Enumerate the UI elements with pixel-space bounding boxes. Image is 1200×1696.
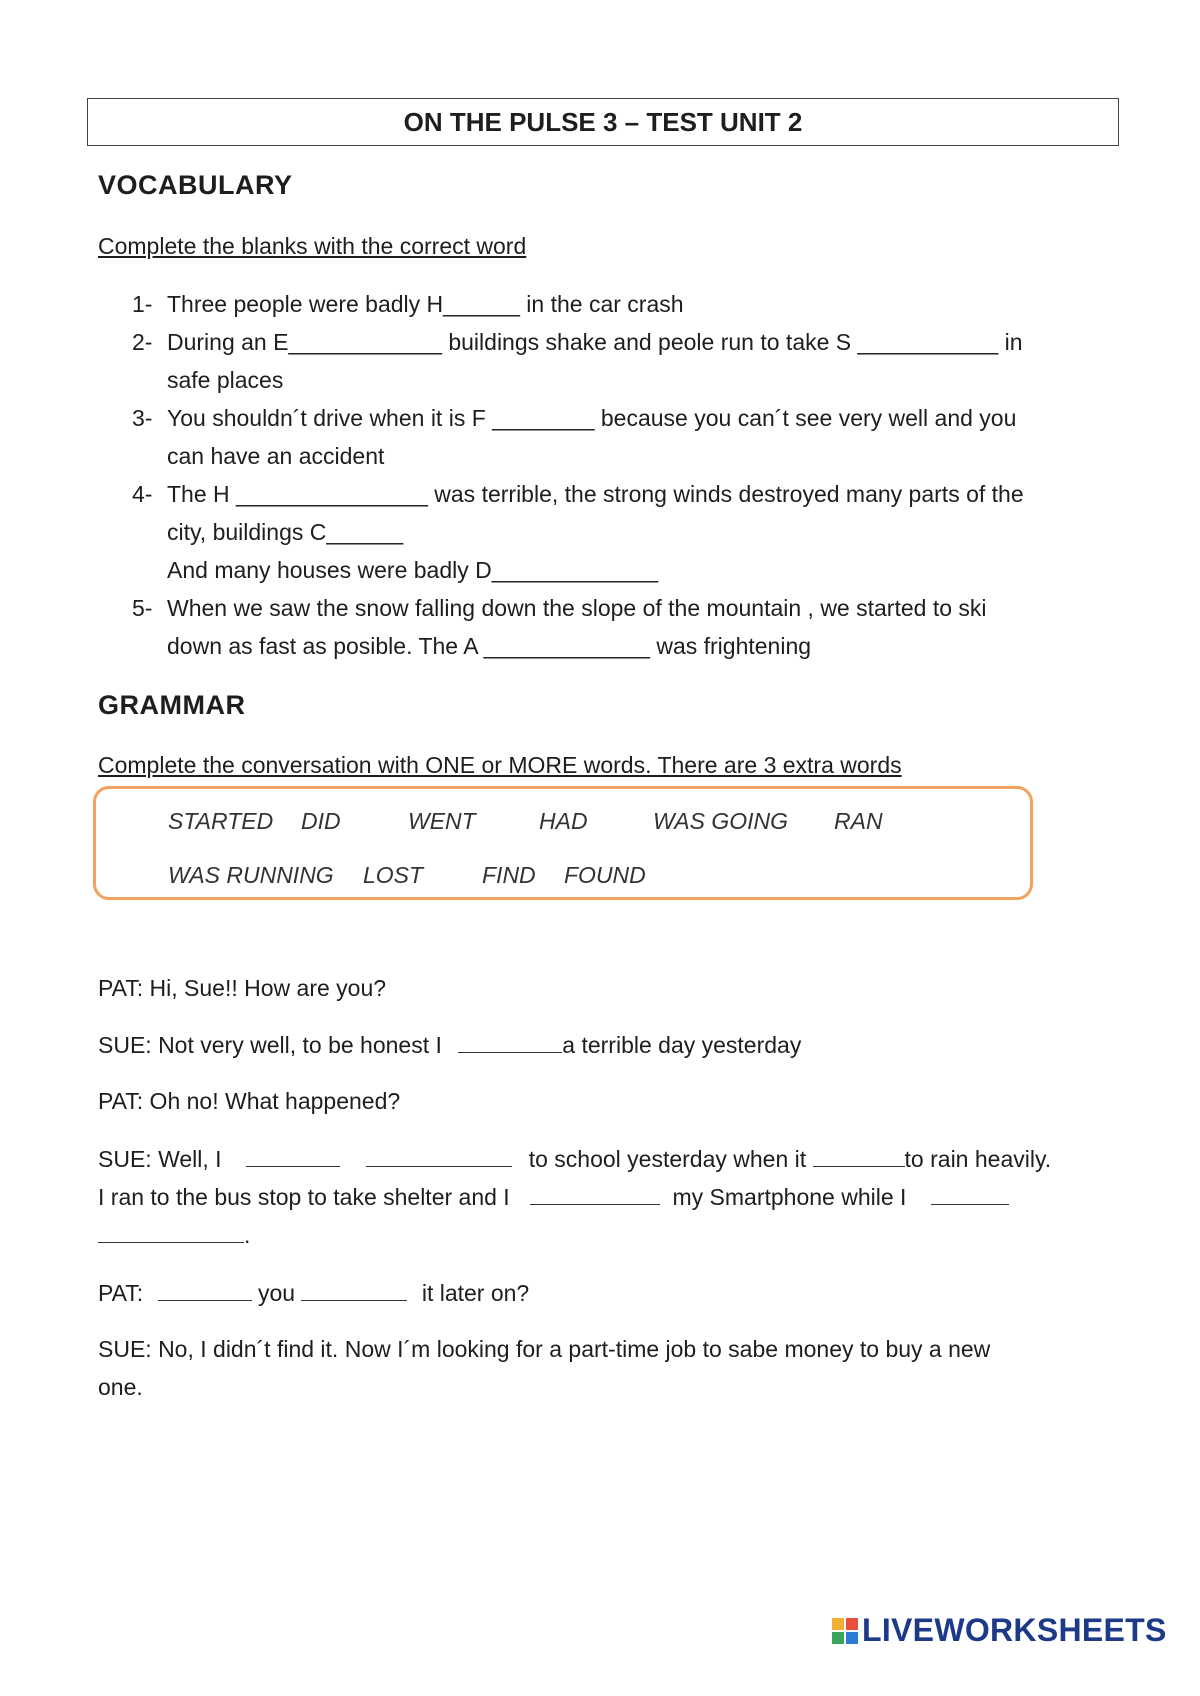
- logo-text: LIVEWORKSHEETS: [862, 1612, 1167, 1648]
- answer-blank[interactable]: [931, 1184, 1009, 1205]
- word-option: FOUND: [564, 862, 646, 888]
- answer-blank[interactable]: [98, 1222, 244, 1243]
- answer-blank[interactable]: [246, 1146, 340, 1167]
- word-option: LOST: [363, 862, 424, 888]
- word-option: FIND: [482, 862, 536, 888]
- word-option: STARTED: [168, 808, 274, 834]
- answer-blank[interactable]: [366, 1146, 512, 1167]
- answer-blank[interactable]: [530, 1184, 660, 1205]
- list-item: 2- During an E____________ buildings shake and peole run to take S ___________ in safe places: [132, 329, 1023, 393]
- word-option: WENT: [408, 808, 476, 834]
- answer-blank[interactable]: [813, 1146, 905, 1167]
- dialogue-line: PAT: you it later on?: [98, 1280, 530, 1306]
- list-item: 1- Three people were badly H______ in the car crash: [132, 291, 684, 317]
- word-option: DID: [301, 808, 341, 834]
- logo-square: [832, 1618, 844, 1630]
- dialogue-line: .: [98, 1222, 250, 1249]
- list-item: 4- The H _______________ was terrible, the strong winds destroyed many parts of the city, buildings C______ And many houses were badly D_____________: [132, 481, 1024, 583]
- vocabulary-instruction: Complete the blanks with the correct word: [98, 233, 527, 259]
- logo-squares-icon: [832, 1618, 858, 1644]
- dialogue-line: SUE: Not very well, to be honest I a terrible day yesterday: [98, 1032, 802, 1058]
- grammar-instruction: Complete the conversation with ONE or MORE words. There are 3 extra words: [98, 752, 902, 778]
- word-bank: [93, 786, 1033, 900]
- word-option: WAS GOING: [653, 808, 789, 834]
- dialogue-line: SUE: Well, I to school yesterday when it to rain heavily.: [98, 1146, 1052, 1172]
- list-item: 3- You shouldn´t drive when it is F ________ because you can´t see very well and you can have an accident: [132, 405, 1017, 469]
- dialogue-line: PAT: Hi, Sue!! How are you?: [98, 975, 387, 1001]
- dialogue-line: SUE: No, I didn´t find it. Now I´m looking for a part-time job to sabe money to buy a new: [98, 1336, 991, 1362]
- word-option: WAS RUNNING: [168, 862, 334, 888]
- liveworksheets-logo: [832, 1612, 1167, 1649]
- vocabulary-heading: VOCABULARY: [98, 170, 293, 200]
- answer-blank[interactable]: [301, 1280, 407, 1301]
- logo-square: [846, 1618, 858, 1630]
- word-option: RAN: [834, 808, 883, 834]
- list-item: 5- When we saw the snow falling down the slope of the mountain , we started to ski down as fast as posible. The A _____________ was frightening: [132, 595, 987, 659]
- word-option: HAD: [539, 808, 588, 834]
- logo-square: [832, 1632, 844, 1644]
- dialogue-line: one.: [98, 1374, 143, 1400]
- answer-blank[interactable]: [458, 1032, 562, 1053]
- vocabulary-list: [132, 285, 1112, 665]
- dialogue-line: PAT: Oh no! What happened?: [98, 1088, 401, 1114]
- grammar-heading: GRAMMAR: [98, 690, 246, 720]
- page-title: ON THE PULSE 3 – TEST UNIT 2: [87, 98, 1119, 146]
- logo-square: [846, 1632, 858, 1644]
- answer-blank[interactable]: [158, 1280, 252, 1301]
- dialogue-line: I ran to the bus stop to take shelter and I my Smartphone while I: [98, 1184, 1009, 1211]
